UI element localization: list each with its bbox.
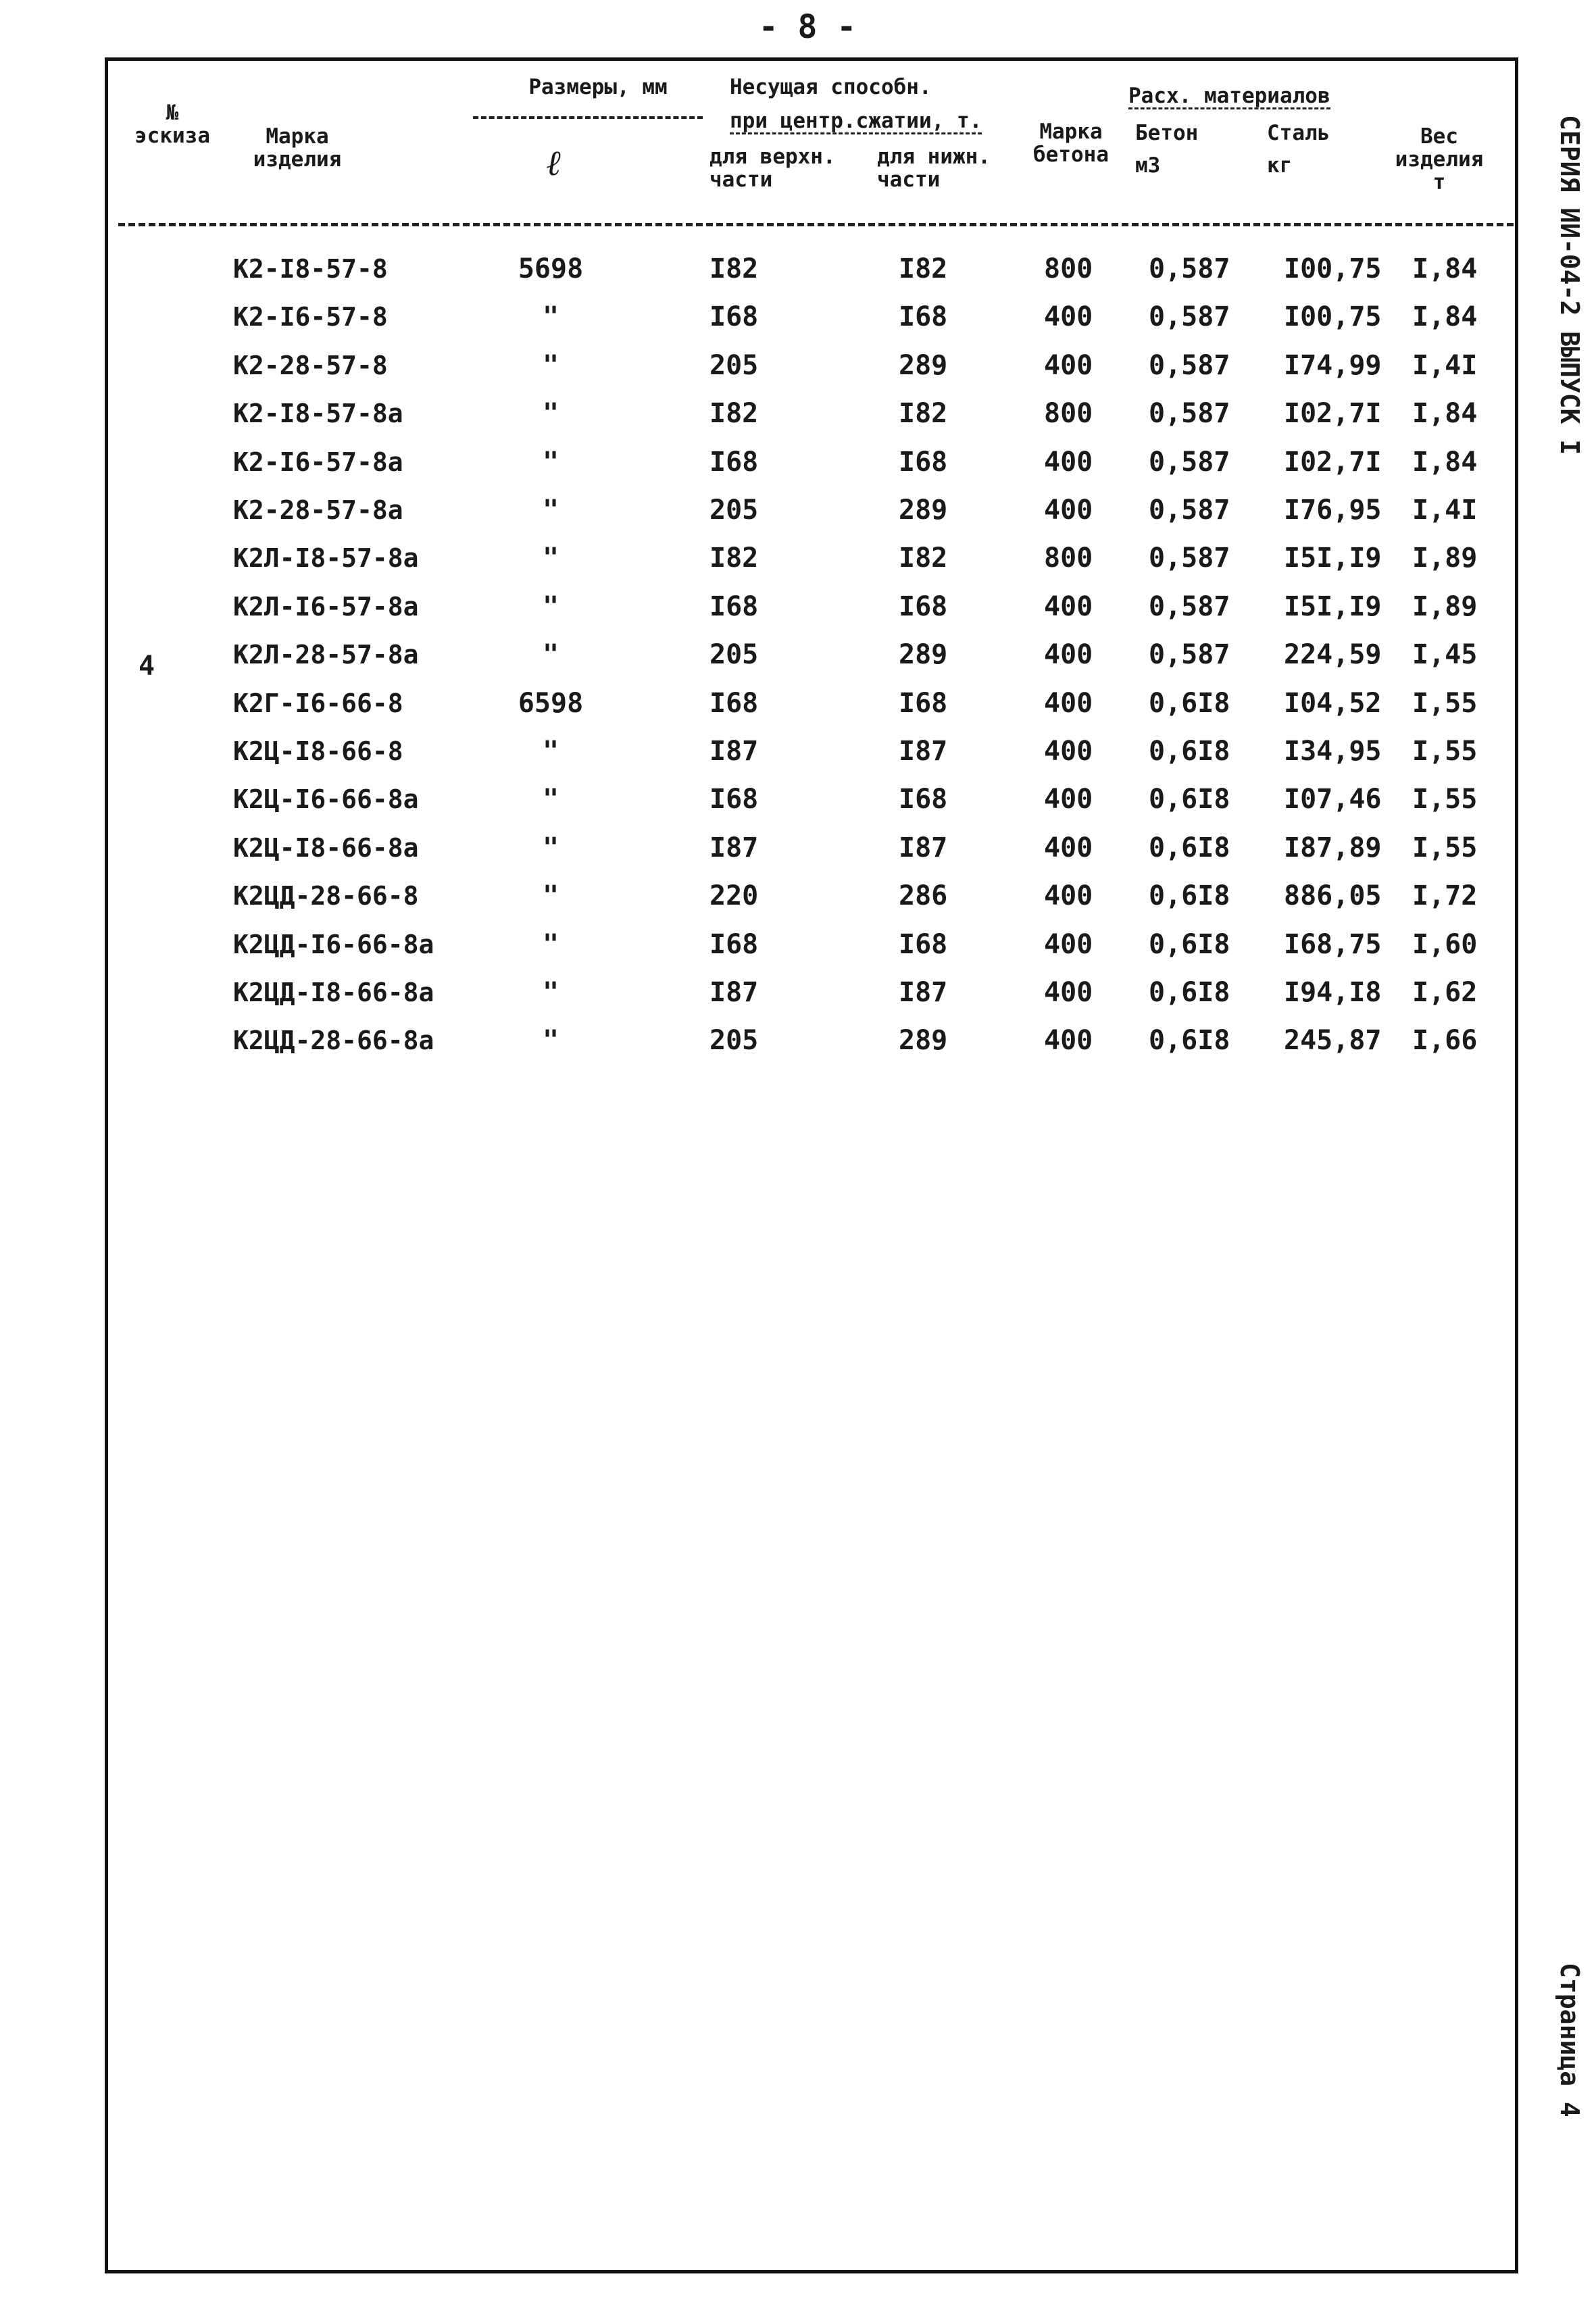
cell-length: " xyxy=(542,349,559,381)
header-sizes: Размеры, мм xyxy=(528,75,668,99)
cell-concrete-grade: 400 xyxy=(1044,928,1093,960)
cell-mark: К2-I8-57-8а xyxy=(233,399,403,429)
table-row xyxy=(0,490,1596,536)
cell-concrete-volume: 0,6I8 xyxy=(1149,928,1230,960)
table-row xyxy=(0,731,1596,777)
cell-concrete-volume: 0,6I8 xyxy=(1149,687,1230,719)
table-row xyxy=(0,683,1596,729)
cell-length: " xyxy=(542,1025,559,1057)
table-row xyxy=(0,249,1596,295)
cell-weight: I,62 xyxy=(1412,977,1478,1008)
cell-weight: I,84 xyxy=(1412,398,1478,430)
cell-weight: I,72 xyxy=(1412,880,1478,912)
cell-concrete-grade: 400 xyxy=(1044,977,1093,1008)
cell-length: " xyxy=(542,880,559,912)
table-row xyxy=(0,442,1596,488)
cell-lower-capacity: 289 xyxy=(899,495,948,526)
cell-upper-capacity: I68 xyxy=(709,784,759,815)
cell-weight: I,66 xyxy=(1412,1025,1478,1057)
cell-upper-capacity: I87 xyxy=(709,977,759,1008)
cell-lower-capacity: I68 xyxy=(899,590,948,622)
cell-upper-capacity: 205 xyxy=(709,349,759,381)
cell-concrete-grade: 400 xyxy=(1044,301,1093,333)
cell-mark: К2ЦД-28-66-8 xyxy=(233,881,419,911)
cell-concrete-volume: 0,587 xyxy=(1149,639,1230,671)
cell-steel-mass: I04,52 xyxy=(1284,687,1382,719)
cell-upper-capacity: I82 xyxy=(709,398,759,430)
header-concrete-line2: м3 xyxy=(1135,153,1161,178)
table-row xyxy=(0,538,1596,584)
header-mark xyxy=(230,125,365,171)
cell-steel-mass: I00,75 xyxy=(1284,253,1382,284)
header-sketch-no xyxy=(122,101,223,147)
cell-concrete-grade: 400 xyxy=(1044,349,1093,381)
cell-weight: I,45 xyxy=(1412,639,1478,671)
cell-length: " xyxy=(542,832,559,863)
cell-weight: I,60 xyxy=(1412,928,1478,960)
header-lower-line2: части xyxy=(877,168,941,192)
table-row xyxy=(0,345,1596,391)
cell-steel-mass: I87,89 xyxy=(1284,832,1382,863)
table-row xyxy=(0,634,1596,680)
cell-weight: I,89 xyxy=(1412,590,1478,622)
table-row xyxy=(0,924,1596,970)
cell-upper-capacity: 220 xyxy=(709,880,759,912)
header-capacity-line2: при центр.сжатии, т. xyxy=(730,109,982,133)
cell-lower-capacity: 289 xyxy=(899,349,948,381)
cell-concrete-volume: 0,587 xyxy=(1149,543,1230,574)
header-weight-line1: Вес xyxy=(1420,124,1458,149)
cell-steel-mass: I02,7I xyxy=(1284,446,1382,478)
page-label: Страница 4 xyxy=(1555,1963,1585,2117)
cell-upper-capacity: I87 xyxy=(709,736,759,767)
cell-length: " xyxy=(542,301,559,333)
cell-steel-mass: I5I,I9 xyxy=(1284,543,1382,574)
cell-concrete-volume: 0,587 xyxy=(1149,495,1230,526)
header-grade-line2: бетона xyxy=(1033,143,1109,167)
table-row xyxy=(0,297,1596,343)
cell-lower-capacity: I68 xyxy=(899,784,948,815)
cell-steel-mass: I74,99 xyxy=(1284,349,1382,381)
cell-mark: К2-28-57-8 xyxy=(233,350,388,380)
header-weight-line2: изделия xyxy=(1395,147,1484,172)
cell-mark: К2-28-57-8а xyxy=(233,495,403,525)
header-mark-line2: изделия xyxy=(253,147,342,172)
cell-mark: К2ЦД-28-66-8а xyxy=(233,1026,434,1056)
cell-weight: I,84 xyxy=(1412,301,1478,333)
cell-concrete-grade: 400 xyxy=(1044,784,1093,815)
cell-concrete-volume: 0,587 xyxy=(1149,590,1230,622)
cell-weight: I,4I xyxy=(1412,495,1478,526)
table-row xyxy=(0,586,1596,632)
header-length-symbol: ℓ xyxy=(546,143,562,184)
cell-concrete-volume: 0,6I8 xyxy=(1149,832,1230,863)
table-row xyxy=(0,393,1596,439)
header-steel-line2: кг xyxy=(1267,153,1293,178)
cell-weight: I,55 xyxy=(1412,736,1478,767)
header-weight-line3: т xyxy=(1432,170,1446,195)
cell-mark: К2Л-I8-57-8а xyxy=(233,543,419,574)
cell-steel-mass: I00,75 xyxy=(1284,301,1382,333)
cell-mark: К2-I6-57-8 xyxy=(233,302,388,332)
table-row xyxy=(0,876,1596,922)
cell-weight: I,55 xyxy=(1412,687,1478,719)
cell-mark: К2ЦД-I8-66-8а xyxy=(233,978,434,1007)
cell-steel-mass: I68,75 xyxy=(1284,928,1382,960)
cell-concrete-grade: 400 xyxy=(1044,446,1093,478)
cell-length: " xyxy=(542,398,559,430)
header-steel xyxy=(1267,122,1330,177)
table-row xyxy=(0,828,1596,874)
cell-length: " xyxy=(542,590,559,622)
cell-concrete-volume: 0,6I8 xyxy=(1149,784,1230,815)
cell-concrete-volume: 0,587 xyxy=(1149,349,1230,381)
cell-mark: К2Л-28-57-8а xyxy=(233,640,419,670)
cell-concrete-volume: 0,6I8 xyxy=(1149,736,1230,767)
header-lower-line1: для нижн. xyxy=(877,145,991,169)
cell-length: " xyxy=(542,977,559,1008)
cell-upper-capacity: I68 xyxy=(709,928,759,960)
table-row xyxy=(0,1020,1596,1066)
cell-concrete-volume: 0,587 xyxy=(1149,446,1230,478)
cell-concrete-volume: 0,587 xyxy=(1149,253,1230,284)
cell-lower-capacity: I68 xyxy=(899,446,948,478)
cell-steel-mass: I76,95 xyxy=(1284,495,1382,526)
cell-weight: I,84 xyxy=(1412,253,1478,284)
cell-upper-capacity: I82 xyxy=(709,543,759,574)
cell-mark: К2Г-I6-66-8 xyxy=(233,688,403,718)
cell-concrete-volume: 0,6I8 xyxy=(1149,1025,1230,1057)
cell-upper-capacity: 205 xyxy=(709,639,759,671)
cell-upper-capacity: 205 xyxy=(709,1025,759,1057)
cell-concrete-grade: 400 xyxy=(1044,687,1093,719)
header-concrete-line1: Бетон xyxy=(1135,121,1199,145)
cell-concrete-grade: 400 xyxy=(1044,1025,1093,1057)
cell-length: " xyxy=(542,446,559,478)
header-capacity: Несущая способн. xyxy=(730,75,932,99)
cell-lower-capacity: I68 xyxy=(899,928,948,960)
cell-length: " xyxy=(542,736,559,767)
header-lower xyxy=(877,145,991,191)
header-steel-line1: Сталь xyxy=(1267,121,1330,145)
cell-weight: I,55 xyxy=(1412,784,1478,815)
table-row xyxy=(0,779,1596,825)
cell-concrete-grade: 400 xyxy=(1044,736,1093,767)
cell-mark: К2Л-I6-57-8а xyxy=(233,591,419,622)
cell-concrete-volume: 0,587 xyxy=(1149,398,1230,430)
cell-lower-capacity: I68 xyxy=(899,687,948,719)
cell-lower-capacity: 289 xyxy=(899,639,948,671)
header-mark-line1: Марка xyxy=(266,124,329,149)
header-sizes-rule xyxy=(473,116,703,119)
sketch-number: 4 xyxy=(139,651,155,682)
cell-weight: I,55 xyxy=(1412,832,1478,863)
cell-lower-capacity: 289 xyxy=(899,1025,948,1057)
cell-weight: I,4I xyxy=(1412,349,1478,381)
cell-steel-mass: I02,7I xyxy=(1284,398,1382,430)
header-sketch-no-line1: № xyxy=(166,101,179,125)
cell-mark: К2-I8-57-8 xyxy=(233,254,388,284)
cell-length: 5698 xyxy=(518,253,584,284)
cell-mark: К2ЦД-I6-66-8а xyxy=(233,929,434,959)
cell-concrete-grade: 400 xyxy=(1044,590,1093,622)
cell-concrete-grade: 400 xyxy=(1044,639,1093,671)
cell-concrete-volume: 0,6I8 xyxy=(1149,977,1230,1008)
cell-upper-capacity: I82 xyxy=(709,253,759,284)
header-concrete xyxy=(1135,122,1198,177)
cell-lower-capacity: I68 xyxy=(899,301,948,333)
cell-steel-mass: 886,05 xyxy=(1284,880,1382,912)
table-row xyxy=(0,972,1596,1018)
cell-concrete-grade: 800 xyxy=(1044,543,1093,574)
cell-concrete-grade: 400 xyxy=(1044,832,1093,863)
cell-weight: I,84 xyxy=(1412,446,1478,478)
header-sketch-no-line2: эскиза xyxy=(134,124,210,148)
cell-lower-capacity: I82 xyxy=(899,253,948,284)
cell-length: " xyxy=(542,543,559,574)
cell-mark: К2Ц-I8-66-8 xyxy=(233,736,403,766)
cell-steel-mass: 245,87 xyxy=(1284,1025,1382,1057)
cell-upper-capacity: I68 xyxy=(709,687,759,719)
header-separator xyxy=(118,223,1514,226)
cell-concrete-grade: 800 xyxy=(1044,253,1093,284)
header-materials: Расх. материалов xyxy=(1128,84,1330,108)
series-label: СЕРИЯ ИИ-04-2 ВЫПУСК I xyxy=(1555,115,1585,455)
cell-steel-mass: I07,46 xyxy=(1284,784,1382,815)
cell-steel-mass: 224,59 xyxy=(1284,639,1382,671)
cell-lower-capacity: 286 xyxy=(899,880,948,912)
cell-lower-capacity: I87 xyxy=(899,736,948,767)
cell-mark: К2Ц-I8-66-8а xyxy=(233,832,419,863)
cell-length: 6598 xyxy=(518,687,584,719)
cell-lower-capacity: I82 xyxy=(899,398,948,430)
header-weight xyxy=(1382,125,1497,194)
header-upper xyxy=(709,145,836,191)
cell-upper-capacity: I68 xyxy=(709,301,759,333)
cell-upper-capacity: I68 xyxy=(709,446,759,478)
cell-mark: К2Ц-I6-66-8а xyxy=(233,784,419,815)
cell-steel-mass: I34,95 xyxy=(1284,736,1382,767)
cell-concrete-volume: 0,6I8 xyxy=(1149,880,1230,912)
header-grade-line1: Марка xyxy=(1039,120,1103,144)
page-number: - 8 - xyxy=(758,8,857,46)
cell-upper-capacity: I68 xyxy=(709,590,759,622)
cell-concrete-grade: 400 xyxy=(1044,495,1093,526)
cell-lower-capacity: I87 xyxy=(899,977,948,1008)
cell-upper-capacity: I87 xyxy=(709,832,759,863)
cell-steel-mass: I5I,I9 xyxy=(1284,590,1382,622)
cell-weight: I,89 xyxy=(1412,543,1478,574)
cell-lower-capacity: I82 xyxy=(899,543,948,574)
header-upper-line2: части xyxy=(709,168,773,192)
cell-length: " xyxy=(542,639,559,671)
header-upper-line1: для верхн. xyxy=(709,145,836,169)
cell-concrete-volume: 0,587 xyxy=(1149,301,1230,333)
cell-concrete-grade: 400 xyxy=(1044,880,1093,912)
cell-length: " xyxy=(542,928,559,960)
cell-length: " xyxy=(542,495,559,526)
cell-steel-mass: I94,I8 xyxy=(1284,977,1382,1008)
cell-length: " xyxy=(542,784,559,815)
cell-upper-capacity: 205 xyxy=(709,495,759,526)
cell-mark: К2-I6-57-8а xyxy=(233,447,403,477)
header-grade xyxy=(1020,120,1122,166)
cell-lower-capacity: I87 xyxy=(899,832,948,863)
cell-concrete-grade: 800 xyxy=(1044,398,1093,430)
